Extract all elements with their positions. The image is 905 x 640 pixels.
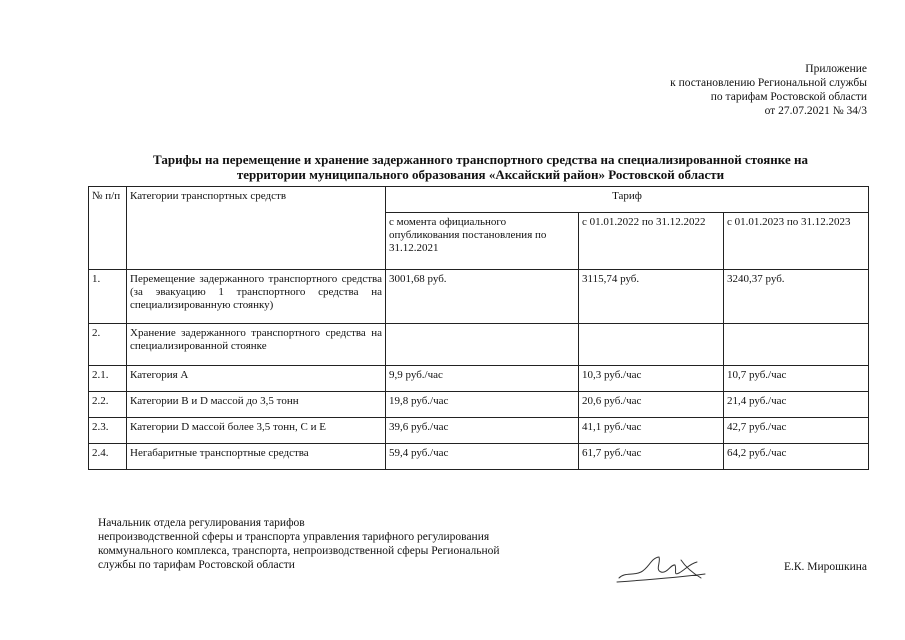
table-row	[89, 444, 869, 470]
signature-block	[98, 516, 500, 572]
row-category: Перемещение задержанного транспортного средства (за эвакуацию 1 транспортного средства на специализированную стоянку)	[127, 270, 386, 324]
row-num: 2.2.	[89, 392, 127, 418]
row-value: 61,7 руб./час	[579, 444, 724, 470]
header-line: от 27.07.2021 № 34/3	[764, 105, 867, 117]
document-title	[88, 152, 873, 182]
row-category: Негабаритные транспортные средства	[127, 444, 386, 470]
row-category: Категории В и D массой до 3,5 тонн	[127, 392, 386, 418]
row-category: Категория А	[127, 366, 386, 392]
row-value	[386, 324, 579, 366]
table-row	[89, 324, 869, 366]
tariffs-table	[88, 186, 869, 470]
col-category-header: Категории транспортных средств	[127, 187, 386, 270]
row-value	[579, 324, 724, 366]
row-value: 10,3 руб./час	[579, 366, 724, 392]
row-value: 3240,37 руб.	[724, 270, 869, 324]
row-value: 41,1 руб./час	[579, 418, 724, 444]
col-tariff-header: Тариф	[386, 187, 869, 213]
table-row	[89, 418, 869, 444]
row-num: 1.	[89, 270, 127, 324]
row-value: 42,7 руб./час	[724, 418, 869, 444]
document-header	[670, 62, 867, 118]
row-num: 2.1.	[89, 366, 127, 392]
signer-title-line: непроизводственной сферы и транспорта управления тарифного регулирования	[98, 531, 490, 543]
header-line: Приложение	[805, 63, 867, 75]
period-header: с момента официального опубликования постановления по 31.12.2021	[386, 213, 579, 270]
row-value	[724, 324, 869, 366]
signer-title-line: службы по тарифам Ростовской области	[98, 559, 295, 571]
table-row	[89, 270, 869, 324]
row-value: 9,9 руб./час	[386, 366, 579, 392]
table-header-row	[89, 187, 869, 213]
period-header: с 01.01.2023 по 31.12.2023	[724, 213, 869, 270]
title-line-2: территории муниципального образования «Аксайский район» Ростовской области	[236, 167, 725, 182]
row-num: 2.	[89, 324, 127, 366]
signer-title-line: Начальник отдела регулирования тарифов	[98, 517, 305, 529]
signer-name: Е.К. Мирошкина	[783, 561, 867, 573]
row-value: 39,6 руб./час	[386, 418, 579, 444]
row-value: 64,2 руб./час	[724, 444, 869, 470]
row-value: 20,6 руб./час	[579, 392, 724, 418]
period-header: с 01.01.2022 по 31.12.2022	[579, 213, 724, 270]
row-category: Хранение задержанного транспортного средства на специализированной стоянке	[127, 324, 386, 366]
col-num-header: № п/п	[89, 187, 127, 270]
header-line: по тарифам Ростовской области	[710, 91, 867, 103]
row-value: 3001,68 руб.	[386, 270, 579, 324]
table-row	[89, 392, 869, 418]
signer-title-line: коммунального комплекса, транспорта, непроизводственной сферы Региональной	[98, 545, 500, 557]
handwritten-signature	[615, 548, 710, 591]
row-num: 2.3.	[89, 418, 127, 444]
row-value: 59,4 руб./час	[386, 444, 579, 470]
row-value: 21,4 руб./час	[724, 392, 869, 418]
row-value: 19,8 руб./час	[386, 392, 579, 418]
row-value: 10,7 руб./час	[724, 366, 869, 392]
row-value: 3115,74 руб.	[579, 270, 724, 324]
table-row	[89, 366, 869, 392]
title-line-1: Тарифы на перемещение и хранение задержанного транспортного средства на специализированной стоянке на	[153, 152, 808, 167]
row-num: 2.4.	[89, 444, 127, 470]
header-line: к постановлению Региональной службы	[670, 77, 867, 89]
row-category: Категории D массой более 3,5 тонн, С и Е	[127, 418, 386, 444]
